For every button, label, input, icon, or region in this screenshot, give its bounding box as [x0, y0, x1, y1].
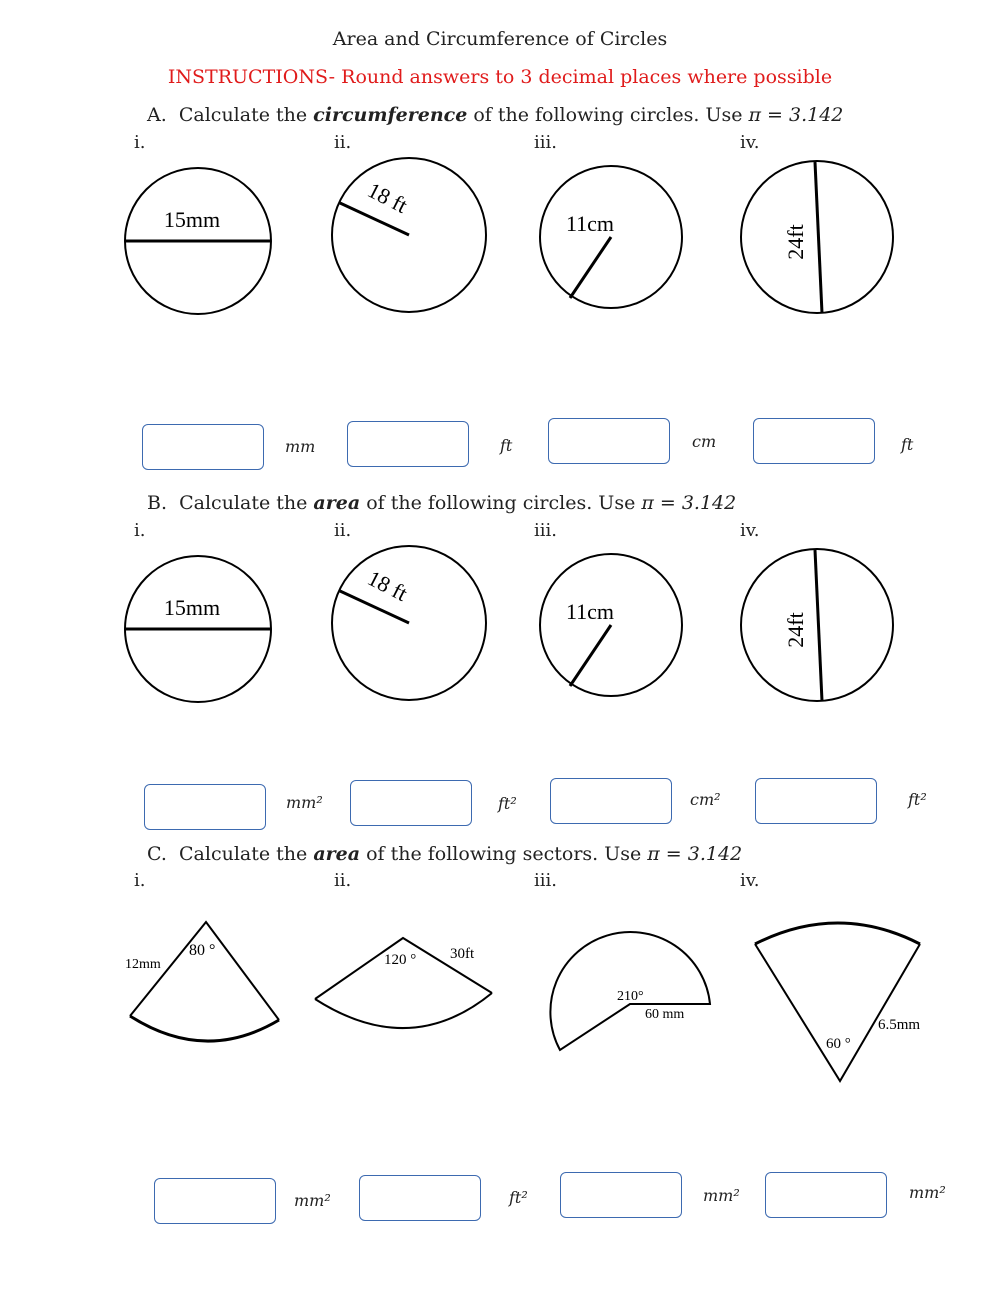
circle-radius-figure	[332, 158, 486, 312]
answer-box[interactable]	[144, 784, 266, 830]
diameter-label: 24ft	[783, 224, 808, 260]
section-c-figures	[0, 900, 1000, 1100]
heading-keyword: circumference	[313, 104, 468, 126]
radius-label: 18 ft	[363, 565, 412, 607]
circle-diameter-figure	[741, 161, 893, 313]
section-b-figures	[0, 538, 1000, 718]
section-b-heading	[147, 492, 736, 514]
answer-box[interactable]	[753, 418, 875, 464]
item-number: iii.	[534, 132, 557, 153]
section-a-heading	[147, 104, 843, 126]
pi-value: π = 3.142	[641, 492, 737, 514]
diameter-label: 15mm	[163, 595, 221, 620]
answer-box[interactable]	[765, 1172, 887, 1218]
item-number: ii.	[334, 132, 352, 153]
sector-figure	[550, 932, 710, 1050]
diameter-label: 24ft	[783, 612, 808, 648]
sector-figure	[315, 938, 492, 1028]
heading-post: of the following circles. Use	[366, 492, 636, 514]
radius-label: 6.5mm	[878, 1017, 921, 1033]
angle-label: 60 °	[826, 1036, 851, 1052]
answer-box[interactable]	[347, 421, 469, 467]
diameter-label: 15mm	[163, 207, 221, 232]
heading-pre: Calculate the	[179, 843, 308, 865]
circle-diameter-figure	[741, 549, 893, 701]
angle-label: 210°	[617, 989, 644, 1004]
unit-label: ft	[901, 435, 914, 454]
unit-label: mm²	[286, 793, 323, 812]
radius-label: 11cm	[565, 211, 615, 236]
circle-radius-figure	[332, 546, 486, 700]
pi-value: π = 3.142	[647, 843, 743, 865]
item-number: ii.	[334, 870, 352, 891]
heading-post: of the following sectors. Use	[366, 843, 642, 865]
heading-keyword: area	[313, 492, 361, 514]
unit-label: mm²	[703, 1186, 740, 1205]
answer-box[interactable]	[560, 1172, 682, 1218]
answer-box[interactable]	[359, 1175, 481, 1221]
answer-box[interactable]	[154, 1178, 276, 1224]
unit-label: mm²	[294, 1191, 331, 1210]
radius-label: 18 ft	[363, 177, 412, 219]
answer-box[interactable]	[350, 780, 472, 826]
item-number: iii.	[534, 520, 557, 541]
item-number: i.	[134, 520, 146, 541]
item-number: iv.	[740, 870, 760, 891]
item-number: ii.	[334, 520, 352, 541]
radius-label: 12mm	[125, 957, 161, 972]
heading-post: of the following circles. Use	[473, 104, 743, 126]
unit-label: mm²	[909, 1183, 946, 1202]
circle-diameter-figure	[125, 556, 271, 702]
page-title: Area and Circumference of Circles	[332, 28, 668, 50]
answer-box[interactable]	[755, 778, 877, 824]
radius-label: 11cm	[565, 599, 615, 624]
sector-figure	[125, 922, 279, 1041]
circle-diameter-figure	[125, 168, 271, 314]
unit-label: cm	[692, 432, 717, 451]
radius-label: 30ft	[450, 946, 475, 962]
answer-box[interactable]	[550, 778, 672, 824]
circle-radius-figure	[540, 554, 682, 696]
unit-label: ft²	[908, 790, 927, 809]
heading-keyword: area	[313, 843, 361, 865]
section-a-figures	[0, 150, 1000, 330]
unit-label: ft	[500, 436, 513, 455]
answer-box[interactable]	[142, 424, 264, 470]
item-number: iv.	[740, 132, 760, 153]
heading-pre: Calculate the	[178, 104, 308, 126]
angle-label: 120 °	[384, 952, 417, 968]
section-letter: B.	[147, 492, 168, 514]
instructions: INSTRUCTIONS- Round answers to 3 decimal places where possible	[167, 66, 833, 88]
item-number: i.	[134, 132, 146, 153]
circle-radius-figure	[540, 166, 682, 308]
section-letter: C.	[147, 843, 167, 865]
heading-pre: Calculate the	[179, 492, 308, 514]
radius-label: 60 mm	[645, 1007, 685, 1022]
unit-label: mm	[285, 437, 316, 456]
item-number: iv.	[740, 520, 760, 541]
unit-label: ft²	[498, 794, 517, 813]
answer-box[interactable]	[548, 418, 670, 464]
sector-figure	[755, 923, 920, 1081]
item-number: i.	[134, 870, 146, 891]
item-number: iii.	[534, 870, 557, 891]
unit-label: cm²	[690, 790, 721, 809]
unit-label: ft²	[509, 1188, 528, 1207]
section-letter: A.	[147, 104, 167, 126]
pi-value: π = 3.142	[748, 104, 844, 126]
section-c-heading	[147, 843, 742, 865]
angle-label: 80 °	[189, 942, 216, 959]
